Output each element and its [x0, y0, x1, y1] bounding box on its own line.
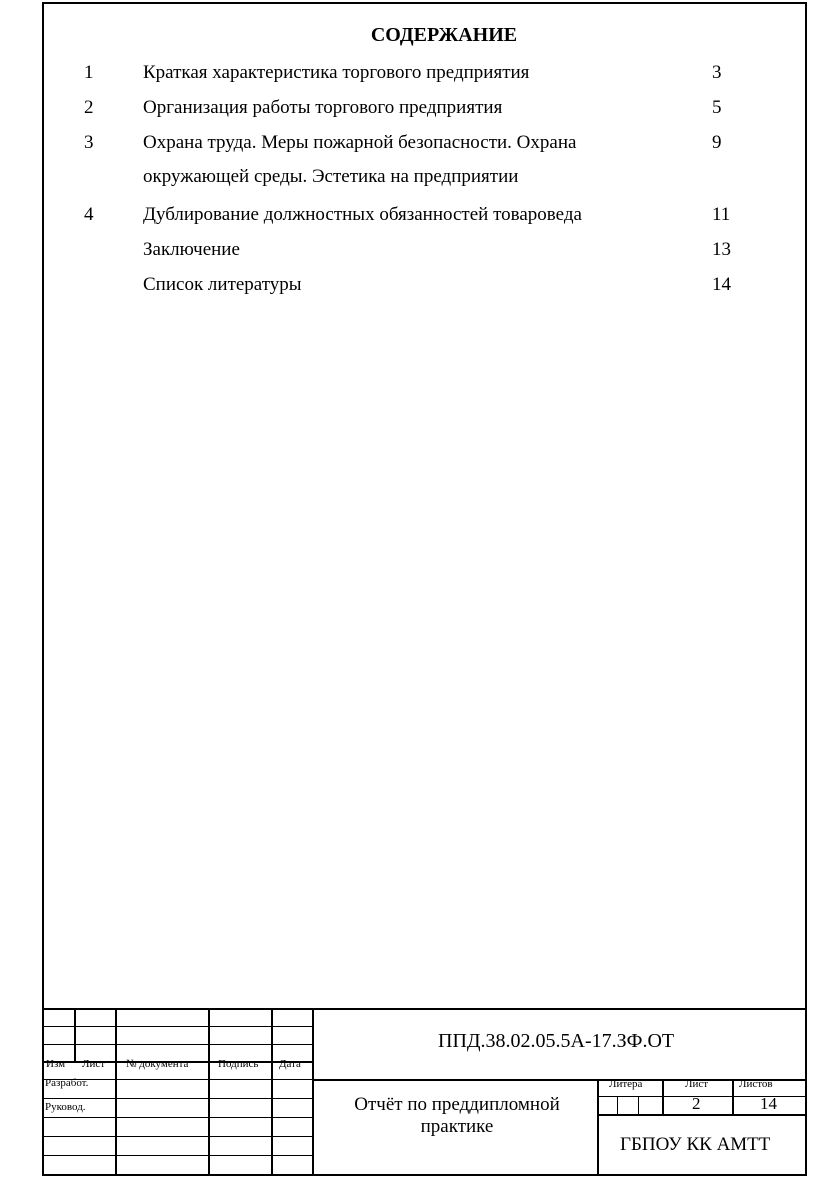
sheets-label: Листов: [739, 1078, 773, 1090]
supervisor-label: Руковод.: [45, 1101, 86, 1113]
toc-page: 11: [712, 204, 731, 225]
toc-text: Заключение: [143, 239, 240, 260]
col-doc-label: № документа: [126, 1058, 189, 1070]
toc-page: 3: [712, 62, 722, 83]
toc-number: 4: [84, 204, 94, 225]
toc-text: Организация работы торгового предприятия: [143, 97, 503, 118]
toc-text: Список литературы: [143, 274, 302, 295]
toc-text: Краткая характеристика торгового предприятия: [143, 62, 530, 83]
title-block: [42, 1008, 807, 1176]
toc-number: 1: [84, 62, 94, 83]
organization-name: ГБПОУ КК АМТТ: [620, 1134, 771, 1155]
col-sign-label: Подпись: [218, 1058, 259, 1070]
document-code: ППД.38.02.05.5А-17.ЗФ.ОТ: [438, 1030, 675, 1052]
toc-number: 3: [84, 132, 94, 153]
toc-page: 9: [712, 132, 722, 153]
toc-page: 14: [712, 274, 731, 295]
toc-number: 2: [84, 97, 94, 118]
sheets-count: 14: [760, 1094, 777, 1113]
col-izm-label: Изм: [46, 1058, 66, 1070]
sheet-label: Лист: [685, 1078, 709, 1090]
toc-text: Охрана труда. Меры пожарной безопасности. Охрана окружающей среды. Эстетика на предприятии: [143, 132, 577, 187]
sheet-number: 2: [692, 1094, 701, 1113]
toc-text: Дублирование должностных обязанностей товароведа: [143, 204, 582, 225]
page-title: СОДЕРЖАНИЕ: [370, 24, 518, 46]
toc-page: 5: [712, 97, 722, 118]
col-date-label: Дата: [279, 1058, 301, 1070]
document-title: Отчёт по преддипломной практике: [354, 1094, 560, 1137]
toc-page: 13: [712, 239, 731, 260]
col-list-label: Лист: [82, 1058, 106, 1070]
lit-label: Литера: [609, 1078, 643, 1090]
developer-label: Разработ.: [45, 1077, 89, 1089]
